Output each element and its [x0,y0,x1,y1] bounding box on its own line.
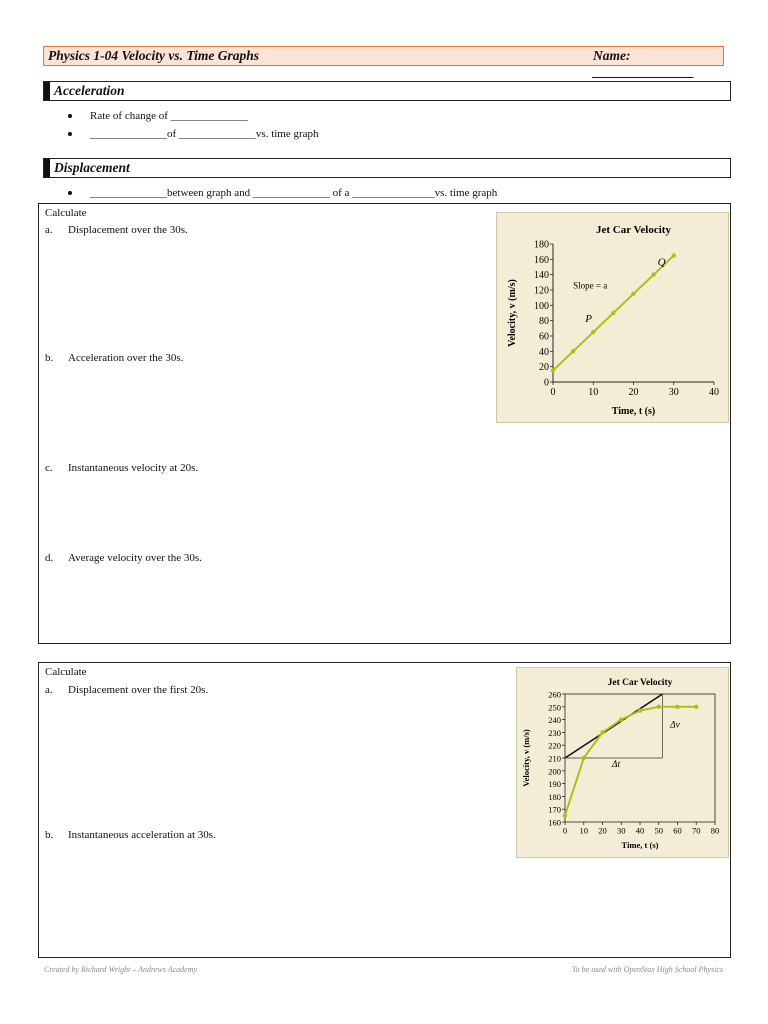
jet-car-velocity-chart-2 [516,667,729,858]
y-tick-label: 0 [544,377,549,389]
worksheet-title-bar [43,46,724,79]
x-tick-label: 0 [562,825,568,836]
y-tick-label: 160 [548,817,561,828]
data-point [611,311,615,315]
data-point [600,730,604,734]
y-axis-label: Velocity, v (m/s) [521,729,531,787]
chart-annotation: Q [657,256,666,269]
y-tick-label: 210 [548,753,561,764]
data-point [672,253,676,257]
bullet-text: ______________of ______________vs. time graph [90,128,319,140]
bullet-dot [68,191,72,195]
y-tick-label: 20 [539,362,549,374]
chart-1-svg [497,213,730,424]
x-tick-label: 80 [710,825,720,836]
acceleration-heading [43,81,731,101]
data-point [651,272,655,276]
question-letter: c. [45,462,53,474]
x-tick-label: 20 [598,825,607,836]
calculate-label: Calculate [45,666,87,678]
data-point [657,705,661,709]
question-text: Acceleration over the 30s. [68,352,184,364]
worksheet-title: Physics 1-04 Velocity vs. Time Graphs [48,48,259,63]
y-tick-label: 260 [548,689,561,700]
question-text: Average velocity over the 30s. [68,552,202,564]
chart-annotation: P [585,313,592,326]
chart-title: Jet Car Velocity [607,678,673,688]
x-axis-label: Time, t (s) [611,406,656,417]
chart-2-svg [517,668,730,859]
footer-credit: Created by Richard Wright – Andrews Academy [44,965,198,974]
y-tick-label: 230 [548,727,561,738]
chart-annotation: Slope = a [573,280,608,291]
bullet-dot [68,114,72,118]
acceleration-heading-label: Acceleration [54,83,125,98]
data-point [694,705,698,709]
data-point [563,813,567,817]
displacement-heading-label: Displacement [54,160,130,175]
heading-bar [44,82,50,100]
y-tick-label: 170 [548,804,561,815]
y-tick-label: 250 [548,702,561,713]
data-point [591,330,595,334]
y-tick-label: 220 [548,740,561,751]
data-point [582,756,586,760]
x-tick-label: 40 [709,387,719,398]
heading-bar [44,159,50,177]
tangent-line [565,694,663,758]
x-tick-label: 50 [654,825,663,836]
x-tick-label: 30 [617,825,626,836]
y-tick-label: 40 [539,346,549,358]
y-tick-label: 180 [548,791,561,802]
displacement-heading [43,158,731,178]
question-text: Instantaneous acceleration at 30s. [68,829,216,841]
x-tick-label: 10 [588,387,599,398]
question-text: Displacement over the first 20s. [68,684,209,696]
y-tick-label: 80 [539,316,549,328]
x-axis-label: Time, t (s) [621,840,659,850]
chart-title: Jet Car Velocity [596,224,671,236]
footer-source: To be used with OpenStax High School Physics [571,965,723,974]
y-tick-label: 190 [548,779,561,790]
question-letter: b. [45,829,54,841]
chart-annotation: Δv [670,720,680,731]
x-tick-label: 40 [635,825,645,836]
bullet-text: ______________between graph and ______________ of a _______________vs. time graph [90,187,498,199]
data-point [571,349,575,353]
question-letter: b. [45,352,54,364]
y-tick-label: 160 [534,254,549,266]
chart-annotation: Δt [611,759,621,770]
x-tick-label: 70 [692,825,701,836]
y-tick-label: 100 [534,300,549,312]
y-axis-label: Velocity, v (m/s) [507,279,518,347]
y-tick-label: 240 [548,715,561,726]
x-tick-label: 0 [550,387,556,398]
y-tick-label: 180 [534,239,549,251]
data-point [619,717,623,721]
question-text: Displacement over the 30s. [68,224,188,236]
y-tick-label: 120 [534,285,549,297]
data-point [638,708,642,712]
y-tick-label: 200 [548,766,561,777]
question-text: Instantaneous velocity at 20s. [68,462,199,474]
question-letter: a. [45,684,53,696]
data-point [675,705,679,709]
question-letter: d. [45,552,54,564]
x-tick-label: 60 [673,825,682,836]
bullet-text: Rate of change of ______________ [90,110,248,122]
data-point [631,292,635,296]
x-tick-label: 20 [628,387,639,398]
y-tick-label: 60 [539,331,549,343]
x-tick-label: 30 [668,387,679,398]
jet-car-velocity-chart-1 [496,212,729,423]
calculate-label: Calculate [45,207,87,219]
name-field-label: Name: _______________ [593,48,695,79]
y-tick-label: 140 [534,270,549,282]
question-letter: a. [45,224,53,236]
x-tick-label: 10 [579,825,588,836]
data-point [551,368,555,372]
bullet-dot [68,132,72,136]
